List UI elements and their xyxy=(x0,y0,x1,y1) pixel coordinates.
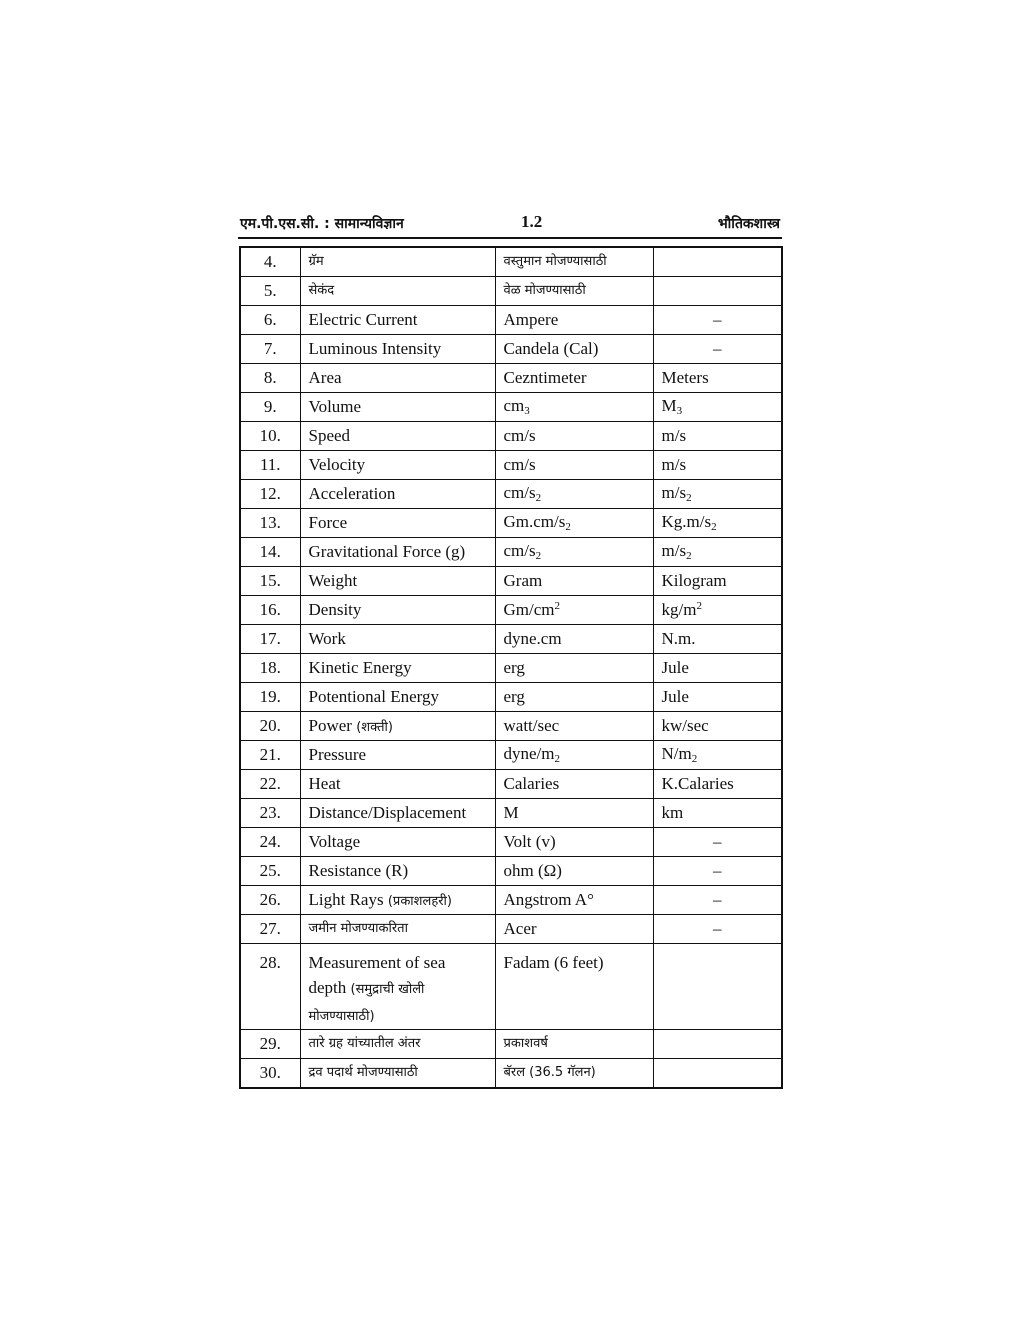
si-unit-cell xyxy=(653,247,782,277)
table-row xyxy=(240,1059,782,1089)
cgs-unit-cell xyxy=(495,625,653,654)
quantity-cell xyxy=(300,596,495,625)
row-number: 19. xyxy=(240,683,300,712)
cgs-unit: watt/sec xyxy=(503,715,560,735)
row-number: 9. xyxy=(240,393,300,422)
cgs-unit: cm/s xyxy=(503,482,536,502)
si-unit-cell xyxy=(653,451,782,480)
si-unit-cell xyxy=(653,596,782,625)
quantity-name: Gravitational Force (g) xyxy=(308,541,466,561)
quantity-cell xyxy=(300,451,495,480)
si-unit: Kg.m/s xyxy=(661,511,712,531)
quantity-cell xyxy=(300,654,495,683)
cgs-unit: Gm/cm xyxy=(503,600,555,620)
table-row xyxy=(240,857,782,886)
row-number: 22. xyxy=(240,770,300,799)
cgs-unit: ohm (Ω) xyxy=(503,860,562,880)
cgs-unit-cell xyxy=(495,770,653,799)
cgs-unit: Acer xyxy=(503,918,537,938)
quantity-name: Heat xyxy=(308,773,341,793)
table-row xyxy=(240,944,782,1030)
table-row xyxy=(240,451,782,480)
si-unit-cell xyxy=(653,567,782,596)
cgs-unit-subscript: 3 xyxy=(524,404,530,417)
si-unit: Jule xyxy=(661,686,689,706)
cgs-unit-cell xyxy=(495,828,653,857)
row-number: 26. xyxy=(240,886,300,915)
cgs-unit-superscript: 2 xyxy=(554,600,560,613)
si-unit-cell xyxy=(653,393,782,422)
cgs-unit: Cezntimeter xyxy=(503,367,587,387)
si-unit-subscript: 2 xyxy=(686,491,692,504)
quantity-cell xyxy=(300,306,495,335)
quantity-cell xyxy=(300,538,495,567)
si-unit: m/s xyxy=(661,540,687,560)
cgs-unit-cell xyxy=(495,247,653,277)
cgs-unit: M xyxy=(503,802,519,822)
si-unit: Kilogram xyxy=(661,570,727,590)
cgs-unit-cell xyxy=(495,886,653,915)
cgs-unit-subscript: 2 xyxy=(554,752,560,765)
si-unit-cell xyxy=(653,335,782,364)
si-unit: – xyxy=(713,889,722,909)
row-number: 29. xyxy=(240,1030,300,1059)
quantity-cell xyxy=(300,683,495,712)
cgs-unit-cell xyxy=(495,799,653,828)
quantity-cell xyxy=(300,335,495,364)
row-number: 30. xyxy=(240,1059,300,1089)
cgs-unit: Volt (v) xyxy=(503,831,556,851)
quantity-cell xyxy=(300,944,495,1030)
row-number: 6. xyxy=(240,306,300,335)
cgs-unit: Angstrom A° xyxy=(503,889,594,909)
quantity-name: Electric Current xyxy=(308,309,418,329)
table-row xyxy=(240,538,782,567)
row-number: 21. xyxy=(240,741,300,770)
table-row xyxy=(240,422,782,451)
row-number: 25. xyxy=(240,857,300,886)
units-table xyxy=(239,246,783,1089)
quantity-name: सेकंद xyxy=(308,282,335,298)
quantity-name: Force xyxy=(308,512,348,532)
quantity-name: Resistance (R) xyxy=(308,860,409,880)
quantity-cell xyxy=(300,712,495,741)
row-number: 15. xyxy=(240,567,300,596)
quantity-cell xyxy=(300,886,495,915)
si-unit: Meters xyxy=(661,367,709,387)
si-unit: N.m. xyxy=(661,628,696,648)
quantity-cell xyxy=(300,277,495,306)
si-unit-cell xyxy=(653,480,782,509)
cgs-unit-subscript: 2 xyxy=(565,520,571,533)
row-number: 7. xyxy=(240,335,300,364)
cgs-unit-cell xyxy=(495,712,653,741)
cgs-unit-cell xyxy=(495,857,653,886)
row-number: 11. xyxy=(240,451,300,480)
cgs-unit-subscript: 2 xyxy=(535,491,542,504)
cgs-unit: बॅरल (36.5 गॅलन) xyxy=(503,1064,596,1080)
cgs-unit: वस्तुमान मोजण्यासाठी xyxy=(503,253,607,269)
si-unit-cell xyxy=(653,1030,782,1059)
si-unit-cell xyxy=(653,625,782,654)
quantity-cell xyxy=(300,422,495,451)
row-number: 18. xyxy=(240,654,300,683)
quantity-name: Potentional Energy xyxy=(308,686,439,706)
table-row xyxy=(240,799,782,828)
si-unit-cell xyxy=(653,741,782,770)
quantity-cell xyxy=(300,857,495,886)
cgs-unit: Calaries xyxy=(503,773,560,793)
si-unit-cell xyxy=(653,654,782,683)
table-row xyxy=(240,277,782,306)
cgs-unit-cell xyxy=(495,277,653,306)
row-number: 20. xyxy=(240,712,300,741)
si-unit-superscript: 2 xyxy=(696,600,702,613)
quantity-name: Measurement of sea depth xyxy=(308,953,446,997)
quantity-cell xyxy=(300,567,495,596)
table-row xyxy=(240,364,782,393)
si-unit-cell xyxy=(653,828,782,857)
table-row xyxy=(240,480,782,509)
si-unit: km xyxy=(661,802,684,822)
cgs-unit: cm/s xyxy=(503,454,536,474)
cgs-unit-cell xyxy=(495,451,653,480)
row-number: 10. xyxy=(240,422,300,451)
table-row xyxy=(240,886,782,915)
table-row xyxy=(240,393,782,422)
table-row xyxy=(240,509,782,538)
header-book-title: एम.पी.एस.सी. : सामान्यविज्ञान xyxy=(240,216,404,232)
quantity-name: Speed xyxy=(308,425,351,445)
cgs-unit: प्रकाशवर्ष xyxy=(503,1035,548,1051)
cgs-unit: Gm.cm/s xyxy=(503,511,566,531)
quantity-name: Power xyxy=(308,715,352,735)
cgs-unit: वेळ मोजण्यासाठी xyxy=(503,282,586,298)
table-row xyxy=(240,335,782,364)
cgs-unit-cell xyxy=(495,1059,653,1089)
row-number: 12. xyxy=(240,480,300,509)
cgs-unit: dyne/m xyxy=(503,743,555,763)
quantity-cell xyxy=(300,480,495,509)
cgs-unit: cm xyxy=(503,395,525,415)
header-rule xyxy=(238,237,782,239)
si-unit-cell xyxy=(653,944,782,1030)
si-unit: – xyxy=(713,309,722,329)
cgs-unit: cm/s xyxy=(503,540,536,560)
si-unit: – xyxy=(713,338,722,358)
quantity-name: Work xyxy=(308,628,346,648)
row-number: 13. xyxy=(240,509,300,538)
cgs-unit: erg xyxy=(503,657,525,677)
si-unit: N/m xyxy=(661,743,692,763)
table-row xyxy=(240,741,782,770)
cgs-unit-cell xyxy=(495,480,653,509)
cgs-unit-cell xyxy=(495,1030,653,1059)
quantity-marathi-note: (प्रकाशलहरी) xyxy=(387,893,452,909)
si-unit: kw/sec xyxy=(661,715,709,735)
quantity-marathi-note: (समुद्राची खोली मोजण्यासाठी) xyxy=(308,982,425,1024)
si-unit-cell xyxy=(653,1059,782,1089)
table-row xyxy=(240,247,782,277)
quantity-cell xyxy=(300,799,495,828)
table-row xyxy=(240,567,782,596)
table-row xyxy=(240,654,782,683)
cgs-unit-cell xyxy=(495,683,653,712)
row-number: 27. xyxy=(240,915,300,944)
cgs-unit-cell xyxy=(495,741,653,770)
row-number: 24. xyxy=(240,828,300,857)
si-unit: – xyxy=(713,860,722,880)
table-row xyxy=(240,683,782,712)
si-unit-cell xyxy=(653,509,782,538)
si-unit-cell xyxy=(653,306,782,335)
si-unit: M xyxy=(661,395,677,415)
quantity-cell xyxy=(300,770,495,799)
table-row xyxy=(240,828,782,857)
si-unit-subscript: 3 xyxy=(676,404,683,417)
si-unit: – xyxy=(713,831,722,851)
si-unit-cell xyxy=(653,799,782,828)
quantity-cell xyxy=(300,1030,495,1059)
si-unit-subscript: 2 xyxy=(711,520,717,533)
si-unit-cell xyxy=(653,770,782,799)
row-number: 16. xyxy=(240,596,300,625)
cgs-unit-cell xyxy=(495,596,653,625)
row-number: 28. xyxy=(240,944,300,1030)
quantity-name: Pressure xyxy=(308,744,367,764)
cgs-unit-cell xyxy=(495,422,653,451)
si-unit-cell xyxy=(653,422,782,451)
quantity-name: Kinetic Energy xyxy=(308,657,412,677)
si-unit-cell xyxy=(653,857,782,886)
quantity-name: Luminous Intensity xyxy=(308,338,442,358)
quantity-name: जमीन मोजण्याकरिता xyxy=(308,920,408,936)
row-number: 5. xyxy=(240,277,300,306)
cgs-unit: dyne.cm xyxy=(503,628,562,648)
quantity-name: Weight xyxy=(308,570,358,590)
cgs-unit: Ampere xyxy=(503,309,559,329)
cgs-unit: cm/s xyxy=(503,425,536,445)
cgs-unit-cell xyxy=(495,393,653,422)
table-row xyxy=(240,625,782,654)
cgs-unit-cell xyxy=(495,335,653,364)
quantity-name: Velocity xyxy=(308,454,366,474)
quantity-name: ग्रॅम xyxy=(308,253,324,269)
si-unit-cell xyxy=(653,915,782,944)
table-row xyxy=(240,770,782,799)
cgs-unit-cell xyxy=(495,538,653,567)
cgs-unit-cell xyxy=(495,509,653,538)
si-unit: Jule xyxy=(661,657,689,677)
cgs-unit-cell xyxy=(495,915,653,944)
si-unit-subscript: 2 xyxy=(686,549,692,562)
quantity-cell xyxy=(300,828,495,857)
table-row xyxy=(240,596,782,625)
si-unit: m/s xyxy=(661,454,687,474)
si-unit: m/s xyxy=(661,425,687,445)
quantity-name: Voltage xyxy=(308,831,361,851)
cgs-unit-cell xyxy=(495,567,653,596)
row-number: 4. xyxy=(240,247,300,277)
quantity-cell xyxy=(300,1059,495,1089)
quantity-cell xyxy=(300,741,495,770)
si-unit: – xyxy=(713,918,722,938)
cgs-unit-cell xyxy=(495,944,653,1030)
quantity-name: तारे ग्रह यांच्यातील अंतर xyxy=(308,1035,421,1051)
cgs-unit: Candela (Cal) xyxy=(503,338,599,358)
si-unit-cell xyxy=(653,712,782,741)
si-unit-cell xyxy=(653,886,782,915)
quantity-cell xyxy=(300,509,495,538)
cgs-unit-cell xyxy=(495,364,653,393)
cgs-unit: Gram xyxy=(503,570,543,590)
row-number: 8. xyxy=(240,364,300,393)
quantity-name: Distance/Displacement xyxy=(308,802,467,822)
quantity-cell xyxy=(300,364,495,393)
cgs-unit: Fadam (6 feet) xyxy=(503,953,604,972)
quantity-name: Light Rays xyxy=(308,889,384,909)
table-row xyxy=(240,1030,782,1059)
si-unit-cell xyxy=(653,277,782,306)
si-unit-cell xyxy=(653,683,782,712)
cgs-unit: erg xyxy=(503,686,525,706)
cgs-unit-cell xyxy=(495,654,653,683)
si-unit-cell xyxy=(653,364,782,393)
header-chapter-title: भौतिकशास्त्र xyxy=(717,216,780,232)
units-table-body xyxy=(240,247,782,1088)
si-unit: K.Calaries xyxy=(661,773,734,793)
table-row xyxy=(240,712,782,741)
quantity-marathi-note: (शक्ती) xyxy=(356,719,393,735)
quantity-cell xyxy=(300,247,495,277)
cgs-unit-cell xyxy=(495,306,653,335)
quantity-cell xyxy=(300,625,495,654)
row-number: 17. xyxy=(240,625,300,654)
quantity-cell xyxy=(300,915,495,944)
row-number: 14. xyxy=(240,538,300,567)
quantity-name: Acceleration xyxy=(308,483,396,503)
quantity-name: Area xyxy=(308,367,342,387)
table-row xyxy=(240,915,782,944)
page-header xyxy=(238,212,782,236)
quantity-name: Density xyxy=(308,599,362,619)
quantity-cell xyxy=(300,393,495,422)
si-unit: kg/m xyxy=(661,600,697,620)
page-number: 1.2 xyxy=(521,212,543,231)
si-unit-subscript: 2 xyxy=(691,752,698,765)
row-number: 23. xyxy=(240,799,300,828)
si-unit-cell xyxy=(653,538,782,567)
si-unit: m/s xyxy=(661,482,687,502)
quantity-name: Volume xyxy=(308,396,362,416)
quantity-name: द्रव पदार्थ मोजण्यासाठी xyxy=(308,1064,418,1080)
cgs-unit-subscript: 2 xyxy=(535,549,542,562)
table-row xyxy=(240,306,782,335)
